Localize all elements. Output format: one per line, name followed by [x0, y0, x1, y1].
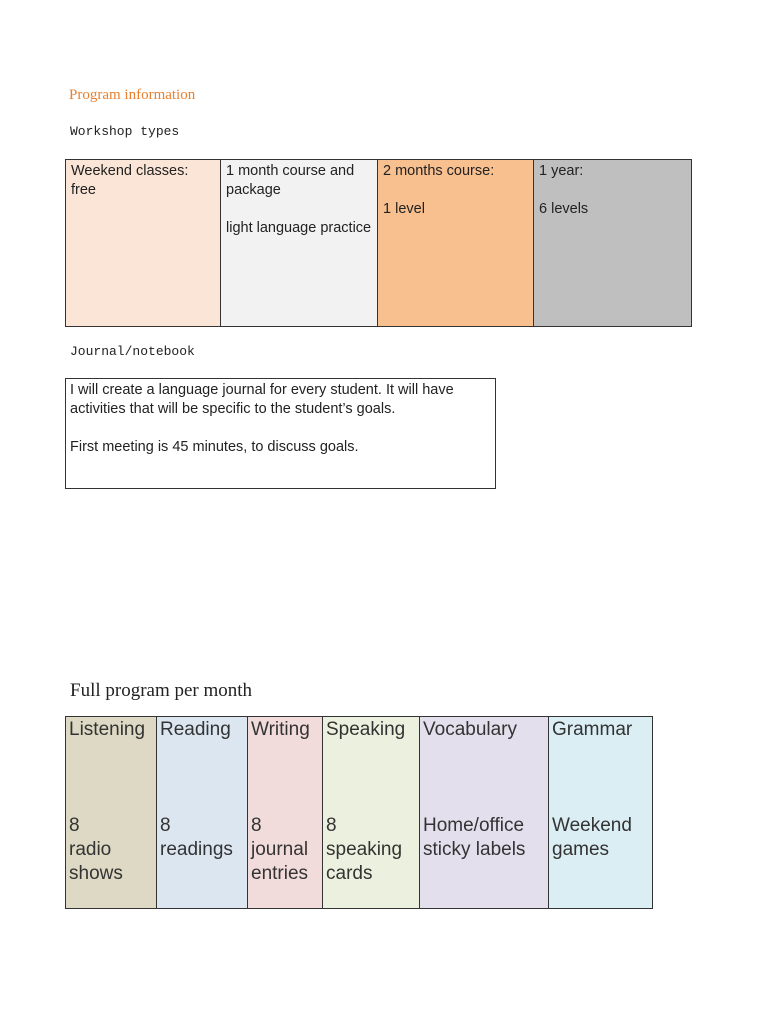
full-program-title: Full program per month	[70, 680, 253, 701]
program-column-speaking	[323, 717, 420, 909]
journal-paragraph: I will create a language journal for every student. It will have activities that will be specific to the student’s goals.	[70, 382, 454, 417]
journal-notebook-label: Journal/notebook	[70, 344, 195, 359]
workshop-cell-text: 1 level	[383, 201, 425, 217]
program-column-listening	[66, 717, 157, 909]
program-column-header: Grammar	[552, 719, 633, 740]
section-heading-program-information: Program information	[69, 87, 196, 103]
workshop-cell-text: 6 levels	[539, 201, 589, 217]
program-column-detail: 8 journal entries	[251, 815, 309, 884]
program-column-writing	[248, 717, 323, 909]
program-column-vocabulary	[420, 717, 549, 909]
program-column-detail: 8 speaking cards	[326, 815, 403, 884]
program-column-detail: 8 radio shows	[69, 815, 123, 884]
workshop-cell-text: 2 months course:	[383, 163, 495, 179]
workshop-types-table	[65, 159, 692, 327]
journal-paragraph: First meeting is 45 minutes, to discuss goals.	[70, 439, 359, 455]
program-column-header: Speaking	[326, 719, 406, 740]
program-column-detail: Home/office sticky labels	[423, 815, 526, 860]
workshop-cell-1-year	[534, 160, 692, 327]
program-column-grammar	[549, 717, 653, 909]
program-column-header: Reading	[160, 719, 231, 740]
workshop-cell-1-month	[221, 160, 378, 327]
workshop-cell-weekend	[66, 160, 221, 327]
program-column-header: Listening	[69, 719, 146, 740]
workshop-cell-text: 1 month course and package	[226, 163, 355, 198]
program-column-detail: 8 readings	[160, 815, 233, 860]
workshop-cell-2-months	[378, 160, 534, 327]
full-program-table	[65, 716, 653, 909]
program-column-detail: Weekend games	[552, 815, 632, 860]
workshop-cell-text: light language practice	[226, 220, 372, 236]
program-column-header: Vocabulary	[423, 719, 518, 740]
journal-description-box	[65, 378, 496, 489]
program-column-header: Writing	[251, 719, 310, 740]
workshop-types-label: Workshop types	[70, 124, 180, 139]
workshop-cell-text: 1 year:	[539, 163, 584, 179]
workshop-cell-text: Weekend classes: free	[71, 163, 189, 198]
program-column-reading	[157, 717, 248, 909]
